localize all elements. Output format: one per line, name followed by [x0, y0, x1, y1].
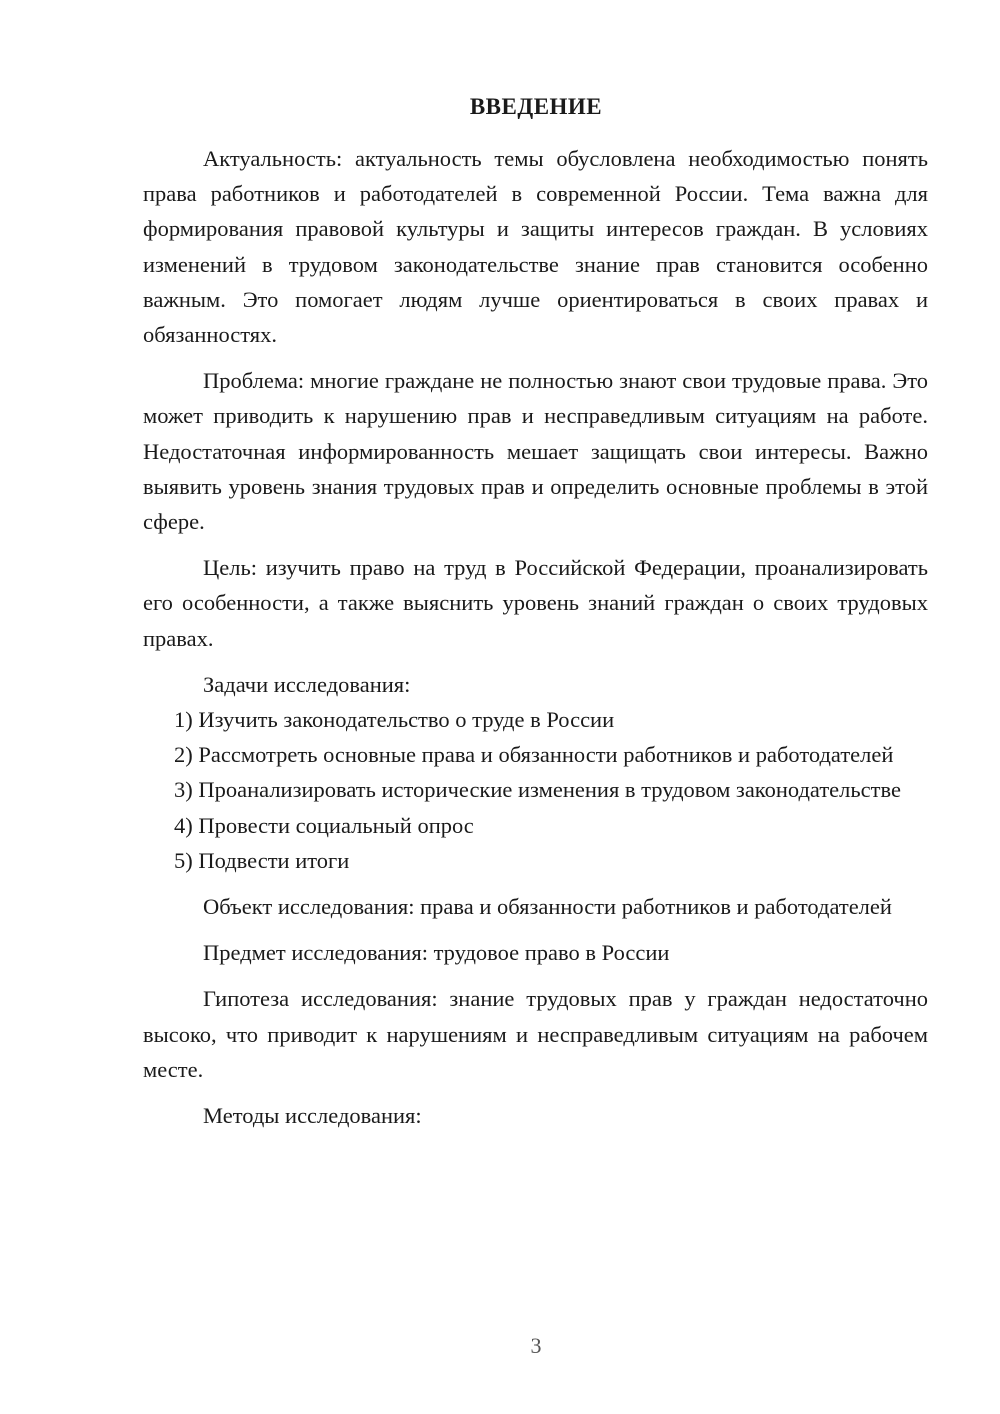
- methods-heading: Методы исследования:: [203, 1103, 422, 1129]
- task-item-5: 5) Подвести итоги: [174, 847, 350, 873]
- task-item-4: 4) Провести социальный опрос: [174, 812, 474, 838]
- page-number: 3: [530, 1333, 542, 1358]
- object-paragraph: Объект исследования: права и обязанности работников и работодателей: [203, 894, 892, 920]
- tasks-heading: Задачи исследования:: [203, 671, 411, 697]
- goal-paragraph: Цель: изучить право на труд в Российской Федерации, проанализировать его особенности, а также выяснить уровень знаний граждан о своих трудовых правах.: [143, 555, 928, 651]
- section-title: ВВЕДЕНИЕ: [469, 94, 603, 119]
- problem-paragraph: Проблема: многие граждане не полностью знают свои трудовые права. Это может приводить к нарушению прав и несправедливым ситуациям на работе. Недостаточная информированность мешает защищать свои интересы. Важно выявить уровень знания трудовых прав и определить основные проблемы в этой сфере.: [143, 368, 928, 535]
- hypothesis-paragraph: Гипотеза исследования: знание трудовых прав у граждан недостаточно высоко, что приводит к нарушениям и несправедливым ситуациям на рабочем месте.: [143, 986, 928, 1082]
- document-body: [143, 141, 928, 1133]
- task-item-2: 2) Рассмотреть основные права и обязанности работников и работодателей: [174, 742, 894, 768]
- subject-paragraph: Предмет исследования: трудовое право в России: [203, 940, 670, 966]
- task-item-3: 3) Проанализировать исторические изменения в трудовом законодательстве: [174, 777, 901, 803]
- task-item-1: 1) Изучить законодательство о труде в России: [174, 707, 615, 733]
- relevance-paragraph: Актуальность: актуальность темы обусловлена необходимостью понять права работников и работодателей в современной России. Тема важна для формирования правовой культуры и защиты интересов граждан. В условиях изменений в трудовом законодательстве знание прав становится особенно важным. Это помогает людям лучше ориентироваться в своих правах и обязанностях.: [143, 146, 928, 348]
